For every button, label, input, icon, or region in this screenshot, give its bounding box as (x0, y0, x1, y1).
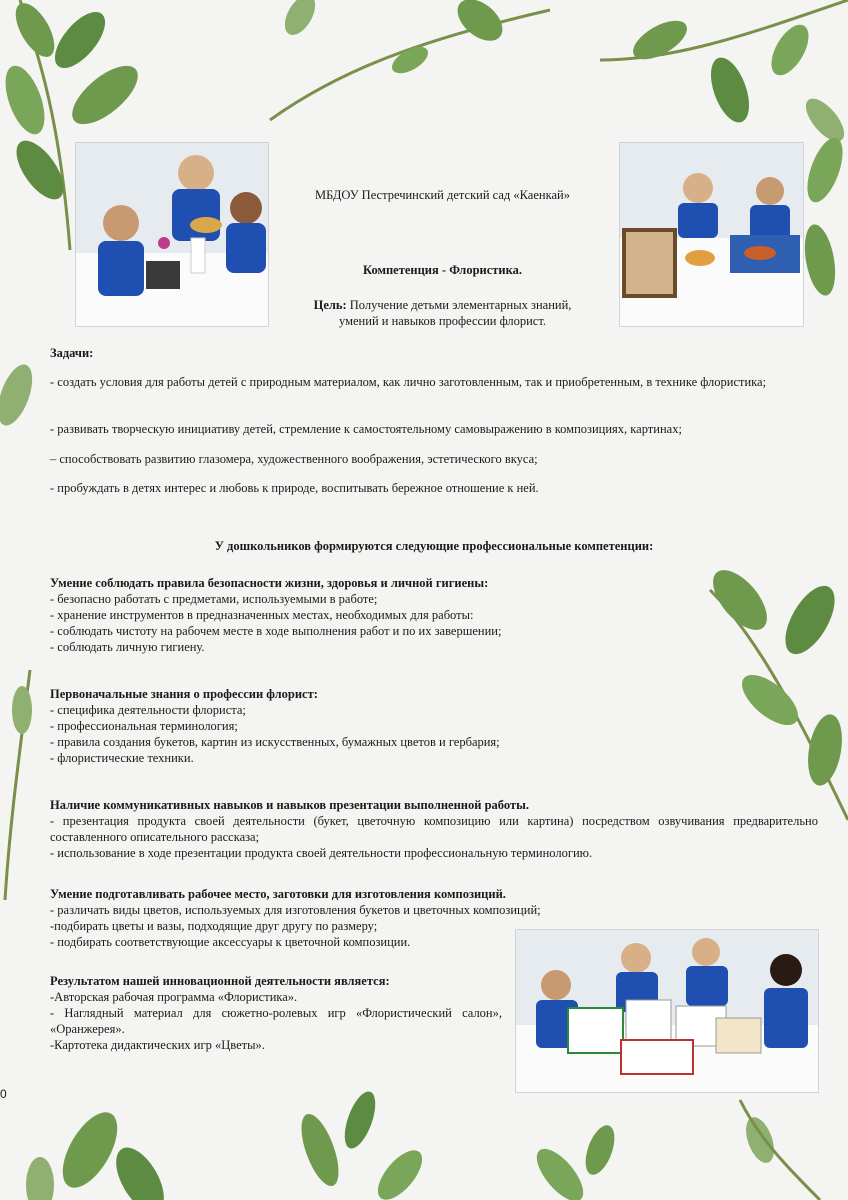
list-item: - соблюдать личную гигиену. (50, 640, 205, 654)
list-item: - профессиональная терминология; (50, 719, 238, 733)
tasks-title: Задачи: (50, 346, 94, 360)
goal-line-1 (270, 297, 615, 313)
section-title-communication: Наличие коммуникативных навыков и навыков презентации выполненной работы. (50, 798, 529, 812)
leaf-decoration-top-center (260, 0, 560, 130)
section-title-safety: Умение соблюдать правила безопасности жизни, здоровья и личной гигиены: (50, 576, 489, 590)
photo-children-with-albums (515, 929, 819, 1093)
leaf-decoration-bottom (0, 1080, 848, 1200)
list-item: - различать виды цветов, используемых для изготовления букетов и цветочных композиций; (50, 903, 541, 917)
goal-label: Цель: (313, 298, 347, 312)
list-item: - безопасно работать с предметами, используемыми в работе; (50, 592, 378, 606)
result-item: - Наглядный материал для сюжетно-ролевых игр «Флористический салон», «Оранжерея». (50, 1006, 502, 1036)
goal-text-2: умений и навыков профессии флорист. (339, 314, 546, 328)
result-item: -Картотека дидактических игр «Цветы». (50, 1038, 265, 1052)
list-item: - специфика деятельности флориста; (50, 703, 246, 717)
list-item: - презентация продукта своей деятельности (букет, цветочную композицию или картина) посредством озвучивания предварительно составленного описательного рассказа; (50, 814, 818, 844)
competence-title: Компетенция - Флористика. (363, 263, 522, 277)
section-title-workplace: Умение подготавливать рабочее место, заготовки для изготовления композиций. (50, 887, 506, 901)
task-item: - пробуждать в детях интерес и любовь к природе, воспитывать бережное отношение к ней. (50, 481, 539, 495)
task-item: - создать условия для работы детей с природным материалом, как лично заготовленным, так и приобретенным, в технике флористика; (50, 375, 767, 389)
photo-children-with-herbarium (619, 142, 804, 327)
list-item: -подбирать цветы и вазы, подходящие друг другу по размеру; (50, 919, 378, 933)
list-item: - флористические техники. (50, 751, 194, 765)
results-title: Результатом нашей инновационной деятельности является: (50, 974, 390, 988)
list-item: - использование в ходе презентации продукта своей деятельности профессиональную терминологию. (50, 846, 593, 860)
leaf-decoration-left-middle (0, 350, 50, 440)
competencies-title: У дошкольников формируются следующие профессиональные компетенции: (214, 539, 654, 553)
section-title-knowledge: Первоначальные знания о профессии флорист: (50, 687, 318, 701)
task-item: - развивать творческую инициативу детей, стремление к самостоятельному самовыражению в композициях, картинах; (50, 422, 682, 436)
list-item: - подбирать соответствующие аксессуары к цветочной композиции. (50, 935, 411, 949)
organization-name: МБДОУ Пестречинский детский сад «Каенкай» (315, 188, 570, 202)
result-item: -Авторская рабочая программа «Флористика». (50, 990, 298, 1004)
task-item: – способствовать развитию глазомера, художественного воображения, эстетического вкуса; (50, 452, 538, 466)
list-item: - соблюдать чистоту на рабочем месте в ходе выполнения работ и по их завершении; (50, 624, 502, 638)
list-item: - хранение инструментов в предназначенных местах, необходимых для работы: (50, 608, 474, 622)
list-item: - правила создания букетов, картин из искусственных, бумажных цветов и гербария; (50, 735, 500, 749)
goal-text-1: Получение детьми элементарных знаний, (346, 298, 572, 312)
page-number: 0 (0, 1087, 7, 1101)
photo-children-arranging-flowers (75, 142, 269, 327)
